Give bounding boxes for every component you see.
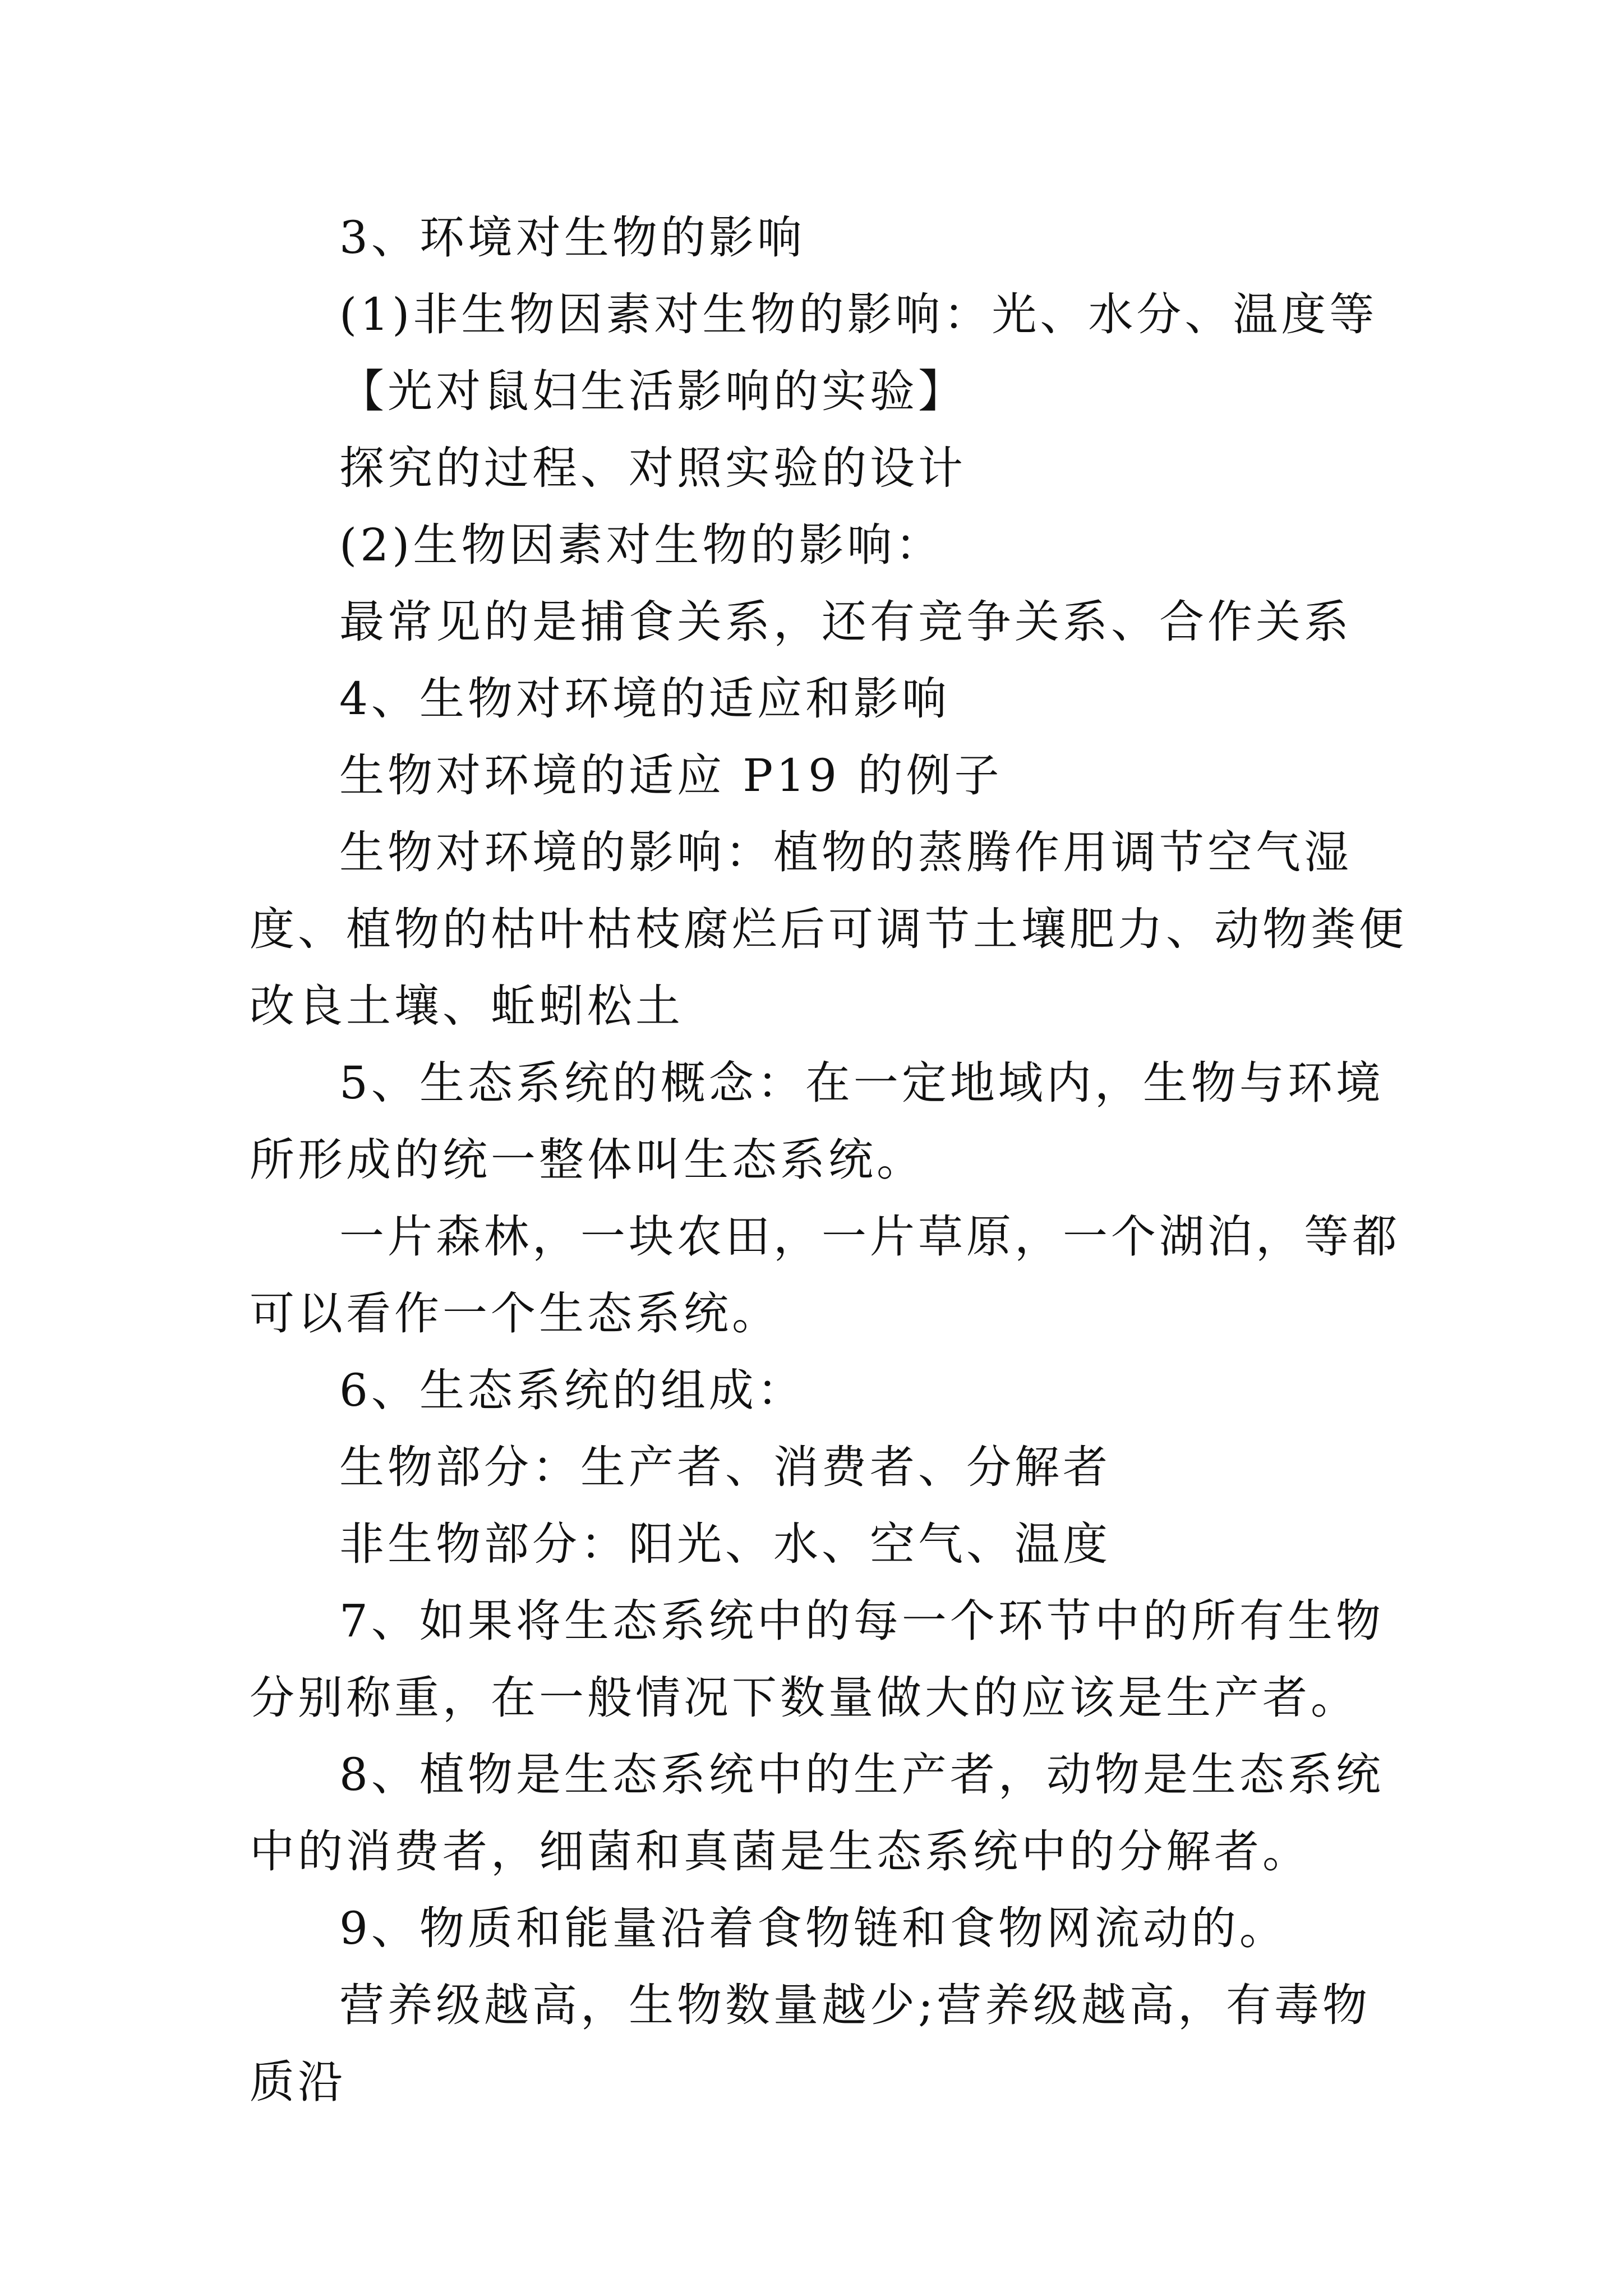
- paragraph-organism-impact: 生物对环境的影响：植物的蒸腾作用调节空气湿度、植物的枯叶枯枝腐烂后可调节土壤肥力、动物粪便改良土壤、蚯蚓松土: [250, 826, 1407, 1032]
- paragraph-relationships: 最常见的是捕食关系，还有竞争关系、合作关系: [339, 596, 1352, 648]
- paragraph-biotic-part: 生物部分：生产者、消费者、分解者: [339, 1441, 1111, 1493]
- heading-ecosystem-composition: 6、生态系统的组成：: [339, 1364, 805, 1416]
- paragraph-energy-flow: 9、物质和能量沿着食物链和食物网流动的。: [339, 1902, 1288, 1954]
- document-body: [250, 199, 1416, 2120]
- heading-adaptation: 4、生物对环境的适应和影响: [339, 673, 950, 725]
- paragraph-abiotic-part: 非生物部分：阳光、水、空气、温度: [339, 1518, 1111, 1570]
- paragraph-ecosystem-concept: 5、生态系统的概念：在一定地域内，生物与环境所形成的统一整体叫生态系统。: [250, 1057, 1384, 1186]
- paragraph-trophic-levels: 营养级越高，生物数量越少;营养级越高，有毒物质沿: [250, 1979, 1371, 2108]
- heading-environment-effects: 3、环境对生物的影响: [339, 211, 805, 264]
- paragraph-ecosystem-examples: 一片森林，一块农田，一片草原，一个湖泊，等都可以看作一个生态系统。: [250, 1211, 1400, 1340]
- paragraph-experiment-design: 探究的过程、对照实验的设计: [339, 442, 966, 494]
- paragraph-producers-weight: 7、如果将生态系统中的每一个环节中的所有生物分别称重，在一般情况下数量做大的应该是生产者。: [250, 1595, 1384, 1724]
- paragraph-roles: 8、植物是生态系统中的生产者，动物是生态系统中的消费者，细菌和真菌是生态系统中的分解者。: [250, 1749, 1384, 1878]
- paragraph-abiotic-factors: (1)非生物因素对生物的影响：光、水分、温度等: [339, 288, 1378, 341]
- paragraph-biotic-factors: (2)生物因素对生物的影响：: [339, 519, 944, 571]
- paragraph-adaptation-example: 生物对环境的适应 P19 的例子: [339, 749, 1003, 802]
- paragraph-experiment-title: 【光对鼠妇生活影响的实验】: [339, 365, 966, 417]
